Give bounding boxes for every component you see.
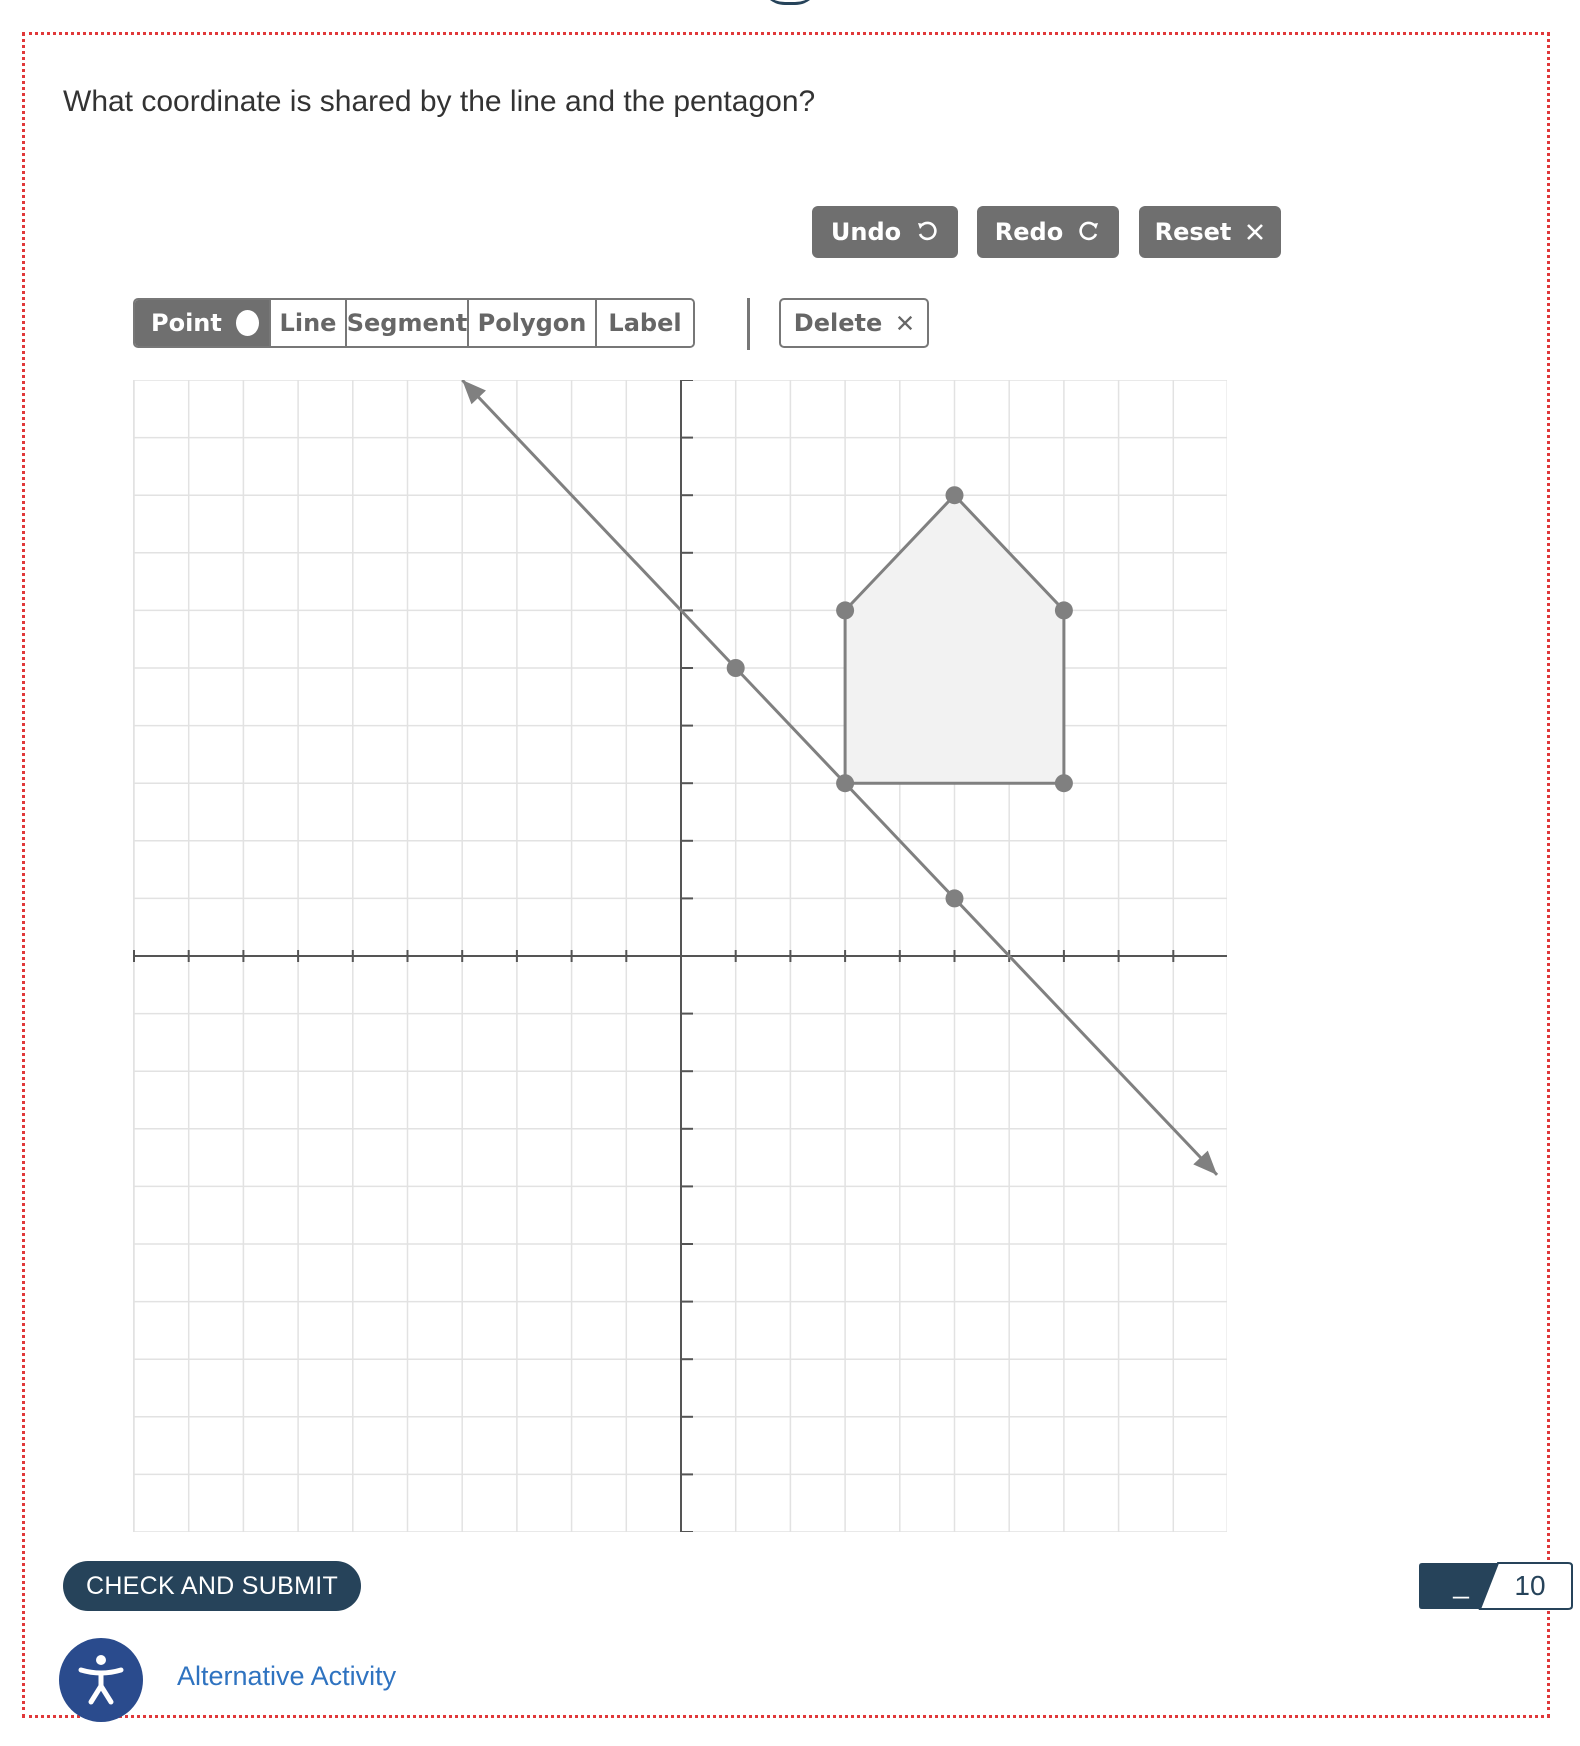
redo-arrow-icon (1077, 220, 1101, 244)
redo-button[interactable] (977, 206, 1119, 258)
pentagon-vertex (836, 601, 854, 619)
drawing-tool-group (133, 298, 695, 348)
tool-point[interactable] (135, 300, 271, 346)
top-badge (760, 0, 820, 5)
pentagon-vertex (1055, 601, 1073, 619)
point-dot-icon (236, 310, 259, 336)
redo-label: Redo (994, 218, 1064, 246)
pentagon-vertex (1055, 774, 1073, 792)
toolbar-separator (747, 298, 750, 350)
reset-button[interactable] (1139, 206, 1281, 258)
close-icon (896, 314, 914, 332)
tool-label[interactable] (597, 300, 693, 346)
tool-label-label: Label (608, 309, 682, 337)
score-value[interactable]: _ (1453, 1568, 1469, 1599)
line-point (727, 659, 745, 677)
question-frame (22, 32, 1550, 1718)
accessibility-person-icon (59, 1638, 143, 1722)
tool-line-label: Line (279, 309, 337, 337)
undo-button[interactable] (812, 206, 958, 258)
alternative-activity-link[interactable]: Alternative Activity (177, 1661, 397, 1691)
tool-line[interactable] (271, 300, 347, 346)
reset-label: Reset (1154, 218, 1232, 246)
line-point (946, 889, 964, 907)
coordinate-graph[interactable] (133, 380, 1227, 1532)
question-text: What coordinate is shared by the line and the pentagon? (63, 85, 816, 118)
delete-button[interactable] (779, 298, 929, 348)
undo-arrow-icon (915, 220, 939, 244)
tool-polygon[interactable] (469, 300, 597, 346)
tool-polygon-label: Polygon (477, 309, 587, 337)
score-total: 10 (1514, 1570, 1546, 1601)
tool-point-label: Point (151, 309, 222, 337)
check-and-submit-button[interactable]: CHECK AND SUBMIT (63, 1561, 361, 1611)
delete-label: Delete (793, 309, 883, 337)
close-icon (1245, 222, 1265, 242)
tool-segment-label: Segment (346, 309, 468, 337)
pentagon-vertex (836, 774, 854, 792)
score-widget (1418, 1562, 1573, 1610)
accessibility-button[interactable] (59, 1638, 143, 1722)
undo-label: Undo (830, 218, 902, 246)
pentagon-vertex (946, 486, 964, 504)
tool-segment[interactable] (347, 300, 469, 346)
